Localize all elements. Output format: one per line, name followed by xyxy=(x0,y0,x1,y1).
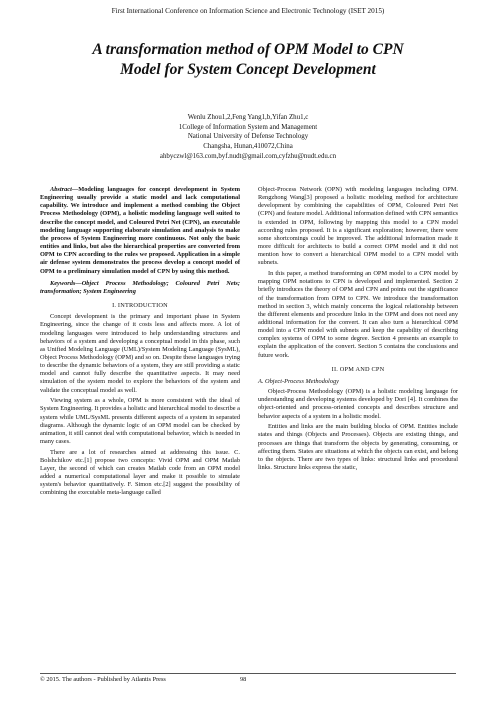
intro-paragraph-5: In this paper, a method transforming an OPM model to a CPN model by mapping OPM notations to CPN is developed and implemented. Section 2 briefly introduces the theory of OPM and CPN and points out the significance of the transformation from OPM to CPN. We introduce the transformation method in section 3, which mainly concerns the logical relationship between the different elements and procedure links in the OPM and does not need any additional information for the convert. It can also turn a hierarchical OPM model into a CPN model with subnets and keep the capability of describing complex systems of OPM to some degree. Section 4 presents an example to explain the application of the convert. Section 5 contains the conclusions and future work. xyxy=(258,270,458,359)
abstract-text: Modeling languages for concept development in System Engineering usually provide a static model and lack computational capability. We introduce and implement a method combing the Object Process Methodology (OPM), a holistic modeling language well suited to describe the concept model, and Coloured Petri Net (CPN), an executable modeling language supporting elaborate simulation and analysis to make the process of System Engineering more continuous. Not only the basic entities and links, but also the hierarchical properties are converted from OPM to CPN according to the rules we proposed. Application in a simple air defense system demonstrates the process develop a concept model of OPM to a preliminary simulation model of CPN by using this method. xyxy=(40,186,240,275)
title-line-2: Model for System Concept Development xyxy=(120,61,376,78)
abstract xyxy=(40,186,240,276)
opm-paragraph-1: Object-Process Methodology (OPM) is a holistic modeling language for understanding and developing systems developed by Dori [4]. It combines the object-oriented and process-oriented concepts and describes structure and behavior aspects of a system in a holistic model. xyxy=(258,388,458,420)
author-names: Wenlu Zhou1,2,Feng Yang1,b,Yifan Zhu1,c xyxy=(187,114,309,121)
affiliation-university: National University of Defense Technology xyxy=(187,133,309,141)
intro-paragraph-2: Viewing system as a whole, OPM is more consistent with the ideal of System Engineering. It provides a holistic and hierarchical model to describe a system while UML/SysML presents different aspects of a system in separated diagrams. Although the dynamic logic of an OPM model can be checked by animation, it still cannot deal with computational behavior, which is needed in many cases. xyxy=(40,397,240,446)
page-number: 98 xyxy=(240,676,247,683)
conference-header: First International Conference on Information Science and Electronic Technology (ISET 2015) xyxy=(111,7,385,15)
keywords-label: Keywords— xyxy=(50,279,82,287)
keywords xyxy=(40,280,240,296)
author-block xyxy=(60,113,436,162)
intro-paragraph-3: There are a lot of researches aimed at addressing this issue. C. Bolshchikov etc.[1] propose two concepts: Vivid OPM and OPM Matlab Layer, the second of which can creates Matlab code from an OPM model added a numerical computational layer and make it possible to simulate system's behavior quantitatively. F. Simon etc.[2] suggest the possibility of combining the executable meta-language called xyxy=(40,448,240,497)
section-heading-introduction: I. INTRODUCTION xyxy=(112,302,168,310)
section-heading-opm-cpn: II. OPM AND CPN xyxy=(331,365,385,373)
left-column xyxy=(40,186,240,500)
author-emails: ahbyczwl@163.com,byf.nudt@gmail.com,cyfzhu@nudt.edu.cn xyxy=(159,152,337,160)
copyright-notice: © 2015. The authors - Published by Atlantis Press xyxy=(40,676,166,683)
subsection-heading-opm: A. Object-Process Methodology xyxy=(258,377,339,385)
opm-paragraph-2: Entities and links are the main building blocks of OPM. Entities include states and things (Objects and Processes). Objects are existing things, and processes are things that transform the objects by generating, consuming, or affecting them. States are situations at which the objects can exist, and belong to the objects. There are two types of links: structural links and procedural links. Structure links express the static, xyxy=(258,423,458,471)
abstract-label: Abstract— xyxy=(50,186,79,193)
keywords-text: Object Process Methodology; Coloured Petri Nets; transformation; System Engineering xyxy=(40,279,240,295)
intro-paragraph-4: Object-Process Network (OPN) with modeling languages including OPM. Rengzhong Wang[3] proposed a holistic modeling method for architecture development by combining the capabilities of OPM, Coloured Petri Net (CPN) and feature model. Additional information defined with CPN semantics is extended in OPM, following by mapping this model to a CPN model according rules proposed. It is a significant exploration; however, there were some shortcomings could be improved. The additional information made it more difficult for architects to build a correct OPM model and it did not mention how to convert a hierarchical OPM model to a CPN model with subnets. xyxy=(258,186,458,267)
affiliation-city: Changsha, Hunan,410072,China xyxy=(203,143,293,151)
title-line-1: A transformation method of OPM Model to CPN xyxy=(92,41,404,58)
paper-title xyxy=(40,40,456,80)
intro-paragraph-1: Concept development is the primary and important phase in System Engineering, since the change of it costs less and affects more. A lot of modeling languages were introduced to help understanding structures and behaviors of a system and developing a conceptual model in this phase, such as Unified Modeling Language (UML)/System Modeling Language (SysML), Object Process Methodology (OPM) and so on. Despite these languages trying to describe the dynamic behaviors of a system, they are still providing a static model and cannot fully describe the quantitative aspects. It may need simulation of the system model to explore the behaviors of the system and validate the conceptual model as well. xyxy=(40,313,240,394)
affiliation-college: 1College of Information System and Management xyxy=(178,123,318,131)
page-footer xyxy=(40,673,456,684)
right-column xyxy=(258,186,458,475)
